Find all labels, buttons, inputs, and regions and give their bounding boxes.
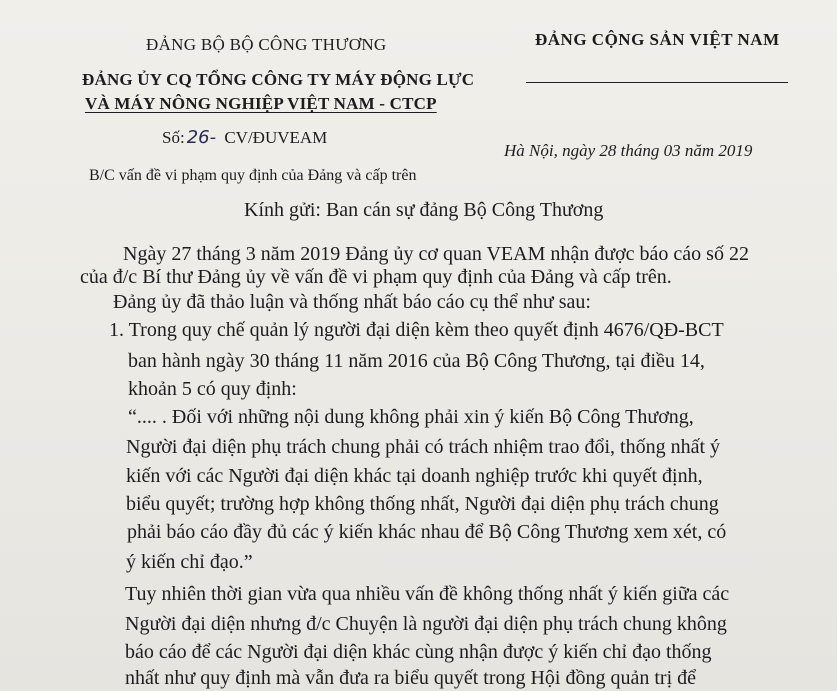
place-date: Hà Nội, ngày 28 tháng 03 năm 2019 <box>504 141 753 160</box>
header-divider <box>526 82 788 83</box>
party-name: ĐẢNG CỘNG SẢN VIỆT NAM <box>535 30 780 49</box>
body-line: 1. Trong quy chế quản lý người đại diện kèm theo quyết định 4676/QĐ-BCT <box>109 319 724 341</box>
document-number <box>162 127 327 148</box>
body-line: Ngày 27 tháng 3 năm 2019 Đảng ủy cơ quan VEAM nhận được báo cáo số 22 <box>123 243 749 265</box>
body-line: phải báo cáo đầy đủ các ý kiến khác nhau để Bộ Công Thương xem xét, có <box>127 521 727 543</box>
number-handwritten: 26- <box>186 127 217 148</box>
body-line: biểu quyết; trường hợp không thống nhất, Người đại diện phụ trách chung <box>126 493 719 515</box>
body-line: nhất như quy định mà vẫn đưa ra biểu quyết trong Hội đồng quản trị để <box>125 667 697 689</box>
org-name-line2: VÀ MÁY NÔNG NGHIỆP VIỆT NAM - CTCP <box>85 94 437 113</box>
body-line: khoản 5 có quy định: <box>128 378 297 400</box>
recipient-line: Kính gửi: Ban cán sự đảng Bộ Công Thương <box>244 199 604 221</box>
body-line: Người đại diện nhưng đ/c Chuyện là người đại diện phụ trách chung không <box>125 613 727 635</box>
org-name-line1: ĐẢNG ỦY CQ TỔNG CÔNG TY MÁY ĐỘNG LỰC <box>82 70 475 89</box>
body-line: báo cáo để các Người đại diện khác cùng nhận được ý kiến chỉ đạo thống <box>125 641 712 663</box>
party-committee: ĐẢNG BỘ BỘ CÔNG THƯƠNG <box>146 35 387 54</box>
body-line: kiến với các Người đại diện khác tại doanh nghiệp trước khi quyết định, <box>126 465 703 487</box>
subject-line: B/C vấn đề vi phạm quy định của Đảng và cấp trên <box>89 167 417 184</box>
body-line: ý kiến chỉ đạo.” <box>126 551 253 573</box>
body-line: Đảng ủy đã thảo luận và thống nhất báo cáo cụ thể như sau: <box>113 291 591 313</box>
number-suffix: CV/ĐUVEAM <box>224 128 328 147</box>
body-line: Người đại diện phụ trách chung phải có trách nhiệm trao đổi, thống nhất ý <box>126 436 721 458</box>
body-line: “.... . Đối với những nội dung không phải xin ý kiến Bộ Công Thương, <box>128 406 694 428</box>
body-line: Tuy nhiên thời gian vừa qua nhiều vấn đề không thống nhất ý kiến giữa các <box>125 583 730 605</box>
number-prefix: Số: <box>162 128 185 147</box>
body-line: ban hành ngày 30 tháng 11 năm 2016 của Bộ Công Thương, tại điều 14, <box>128 350 705 372</box>
body-line: của đ/c Bí thư Đảng ủy về vấn đề vi phạm quy định của Đảng và cấp trên. <box>80 266 672 288</box>
